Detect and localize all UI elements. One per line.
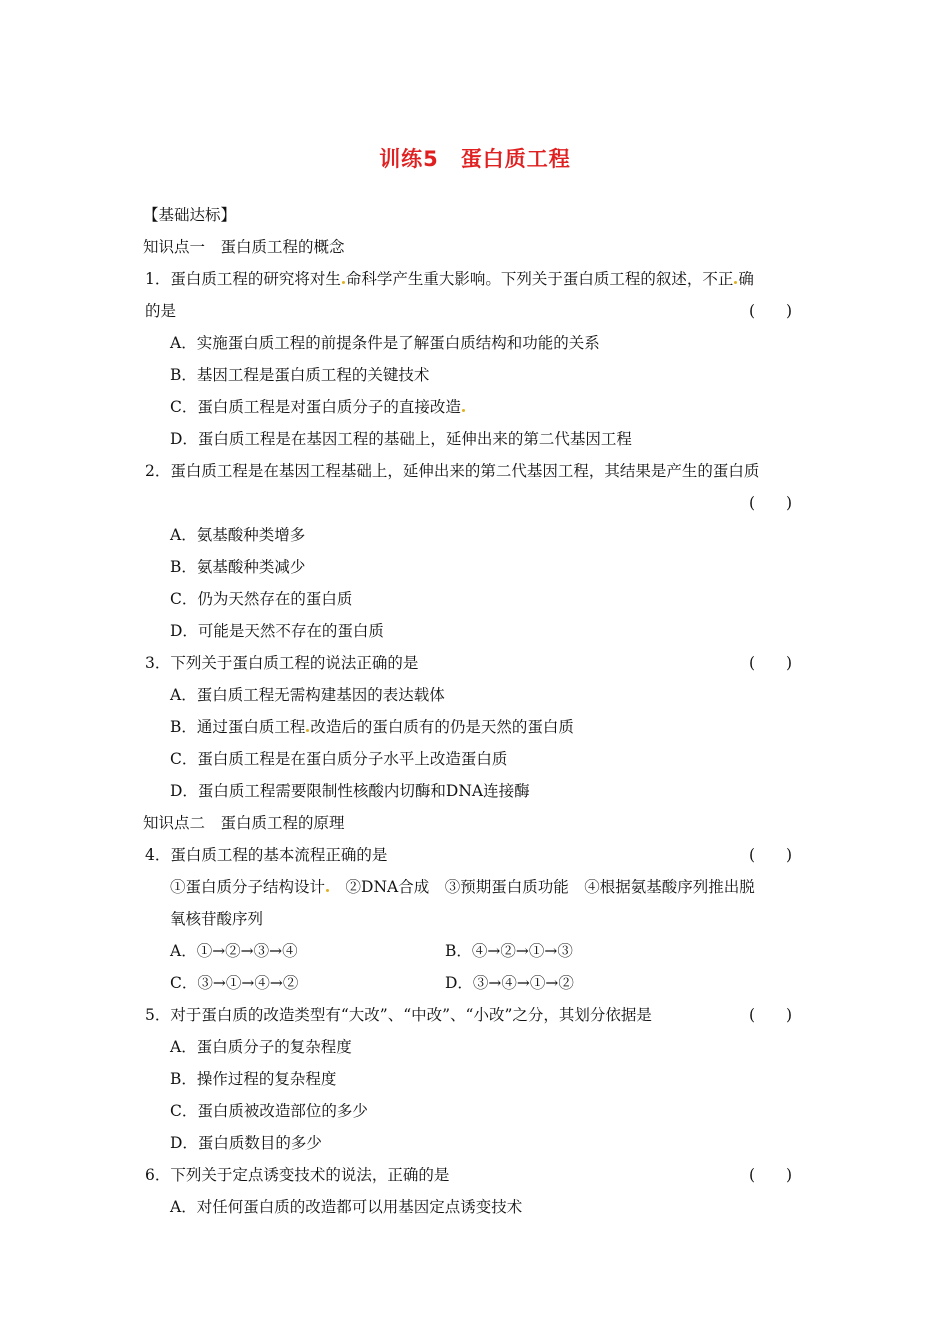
q1-option-c: C．蛋白质工程是对蛋白质分子的直接改造 <box>170 397 466 417</box>
q5-option-a: A．蛋白质分子的复杂程度 <box>170 1038 352 1056</box>
question-1-stem: 1．蛋白质工程的研究将对生 命科学产生重大影响。下列关于蛋白质工程的叙述，不正 确 <box>145 270 754 288</box>
question-1-stem-cont: 的是 <box>145 302 177 320</box>
q2-option-a: A．氨基酸种类增多 <box>170 526 306 544</box>
knowledge-point-1: 知识点一 蛋白质工程的概念 <box>143 238 345 256</box>
question-6-stem: 6．下列关于定点诱变技术的说法，正确的是 <box>145 1166 450 1184</box>
knowledge-point-2: 知识点二 蛋白质工程的原理 <box>143 814 345 832</box>
q6-option-a: A．对任何蛋白质的改造都可以用基因定点诱变技术 <box>170 1198 523 1216</box>
question-3-stem: 3．下列关于蛋白质工程的说法正确的是 <box>145 654 419 672</box>
answer-blank: ( ) <box>749 302 793 320</box>
question-4-stem: 4．蛋白质工程的基本流程正确的是 <box>145 846 388 864</box>
q1-option-a: A．实施蛋白质工程的前提条件是了解蛋白质结构和功能的关系 <box>170 334 600 352</box>
q5-option-c: C．蛋白质被改造部位的多少 <box>170 1102 368 1120</box>
answer-blank: ( ) <box>749 654 793 672</box>
answer-blank: ( ) <box>749 494 793 512</box>
question-5-stem: 5．对于蛋白质的改造类型有“大改”、“中改”、“小改”之分，其划分依据是 <box>145 1006 652 1024</box>
answer-blank: ( ) <box>749 1006 793 1024</box>
q4-steps: ①蛋白质分子结构设计 ②DNA合成 ③预期蛋白质功能 ④根据氨基酸序列推出脱 <box>170 878 755 896</box>
q4-option-a: A．①→②→③→④ <box>170 942 298 960</box>
q3-option-b: B．通过蛋白质工程 改造后的蛋白质有的仍是天然的蛋白质 <box>170 718 574 736</box>
q2-option-d: D．可能是天然不存在的蛋白质 <box>170 622 384 640</box>
q4-option-b: B．④→②→①→③ <box>445 942 573 960</box>
q3-option-c: C．蛋白质工程是在蛋白质分子水平上改造蛋白质 <box>170 750 508 768</box>
q4-steps-cont: 氧核苷酸序列 <box>170 910 264 928</box>
ink-mark <box>326 889 329 892</box>
question-2-stem: 2．蛋白质工程是在基因工程基础上，延伸出来的第二代基因工程，其结果是产生的蛋白质 <box>145 462 760 480</box>
q2-option-c: C．仍为天然存在的蛋白质 <box>170 590 353 608</box>
answer-blank: ( ) <box>749 1166 793 1184</box>
ink-mark <box>734 281 737 284</box>
section-heading: 【基础达标】 <box>143 206 237 224</box>
answer-blank: ( ) <box>749 846 793 864</box>
q1-option-d: D．蛋白质工程是在基因工程的基础上，延伸出来的第二代基因工程 <box>170 430 632 448</box>
q3-option-d: D．蛋白质工程需要限制性核酸内切酶和DNA连接酶 <box>170 782 530 800</box>
q5-option-d: D．蛋白质数目的多少 <box>170 1134 322 1152</box>
ink-mark <box>342 281 345 284</box>
q5-option-b: B．操作过程的复杂程度 <box>170 1070 337 1088</box>
q4-option-d: D．③→④→①→② <box>445 974 574 992</box>
q2-option-b: B．氨基酸种类减少 <box>170 558 306 576</box>
ink-mark <box>462 409 465 412</box>
ink-mark <box>306 729 309 732</box>
q3-option-a: A．蛋白质工程无需构建基因的表达载体 <box>170 686 445 704</box>
page-title: 训练5 蛋白质工程 <box>379 147 571 171</box>
q1-option-b: B．基因工程是蛋白质工程的关键技术 <box>170 366 430 384</box>
q4-option-c: C．③→①→④→② <box>170 974 299 992</box>
